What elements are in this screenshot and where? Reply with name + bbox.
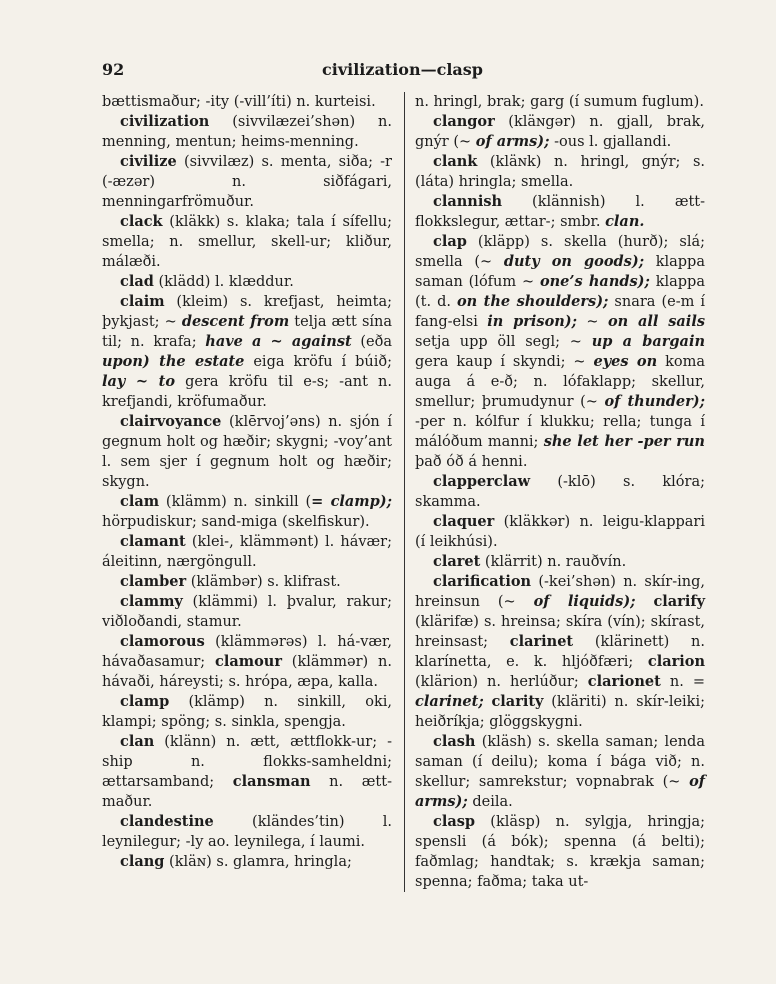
headword: civilization bbox=[120, 113, 210, 130]
definition-text: (kläɴk) n. hringl, gnýr; s. (láta) hringla; smella. bbox=[415, 154, 705, 190]
dictionary-entry bbox=[415, 152, 705, 192]
italic-phrase: up a bargain bbox=[591, 333, 705, 350]
definition-text: (klämmərəs) l. há-vær, hávaðasamur; bbox=[102, 634, 392, 670]
headword: clapperclaw bbox=[433, 473, 531, 490]
definition-text: (klärrit) n. rauðvín. bbox=[480, 554, 627, 570]
dictionary-entry bbox=[102, 212, 392, 272]
right-column bbox=[415, 92, 705, 892]
definition-text: koma auga á e-ð; n. lófaklapp; skellur, smellur; þrumudynur (~ bbox=[415, 354, 705, 410]
definition-text: (kläkk) s. klaka; tala í sífellu; smella; n. smellur, skell-ur; kliður, málæði. bbox=[102, 214, 392, 270]
definition-text: (klei-, klämmənt) l. hávær; áleitinn, nærgöngull. bbox=[102, 534, 392, 570]
definition-text: (klērvoj’əns) n. sjón í gegnum holt og hæðir; skygni; -voy’ant l. sem sjer í gegnum holt og hæðir; skygn. bbox=[102, 414, 392, 490]
headword: clarion bbox=[647, 653, 705, 670]
headword: clammy bbox=[120, 593, 183, 610]
definition-text: deila. bbox=[467, 794, 513, 810]
italic-phrase: have a ~ against bbox=[205, 333, 352, 350]
headword: clamber bbox=[120, 573, 187, 590]
headword: clansman bbox=[232, 773, 311, 790]
dictionary-entry bbox=[102, 412, 392, 492]
definition-text: (klämmər) n. hávaði, háreysti; s. hrópa, æpa, kalla. bbox=[102, 654, 392, 690]
dictionary-entry bbox=[102, 592, 392, 632]
dictionary-entry bbox=[415, 192, 705, 232]
dictionary-entry bbox=[102, 112, 392, 152]
headword: clad bbox=[120, 273, 154, 290]
definition-text: (-klō) s. klóra; skamma. bbox=[415, 474, 705, 510]
headword: civilize bbox=[120, 153, 177, 170]
headword: clap bbox=[433, 233, 467, 250]
italic-phrase: on the shoulders); bbox=[457, 293, 609, 310]
page-number: 92 bbox=[102, 60, 125, 79]
definition-text: (sivvilæz) s. menta, siða; -r (-æzər) n. siðfágari, menningarfrömuður. bbox=[102, 154, 392, 210]
italic-phrase: lay ~ to bbox=[102, 373, 175, 390]
dictionary-entry bbox=[415, 112, 705, 152]
dictionary-entry bbox=[102, 632, 392, 692]
headword: claim bbox=[120, 293, 165, 310]
dictionary-entry bbox=[415, 572, 705, 732]
dictionary-entry bbox=[415, 732, 705, 812]
dictionary-entry bbox=[102, 532, 392, 572]
definition-text: (kläkkər) n. leigu-klappari (í leikhúsi). bbox=[415, 514, 705, 550]
definition-text: (kleim) s. krefjast, heimta; þykjast; ~ bbox=[102, 294, 392, 330]
definition-text: gera kröfu til e-s; -ant n. krefjandi, kröfumaður. bbox=[102, 374, 392, 410]
headword: clack bbox=[120, 213, 163, 230]
definition-text: (klädd) l. klæddur. bbox=[153, 274, 294, 290]
definition-text: (kläɴgər) n. gjall, brak, gnýr (~ bbox=[415, 114, 705, 150]
left-column bbox=[102, 92, 392, 872]
dictionary-entry bbox=[102, 692, 392, 732]
headword: clam bbox=[120, 493, 160, 510]
definition-text: (klämbər) s. klifrast. bbox=[186, 574, 341, 590]
dictionary-entry bbox=[102, 92, 392, 112]
dictionary-entry bbox=[415, 92, 705, 112]
definition-text: (klämm) n. sinkill ( bbox=[159, 494, 312, 510]
definition-text: hörpudiskur; sand-miga (skelfiskur). bbox=[102, 514, 370, 530]
definition-text: -per n. kólfur í klukku; rella; tunga í málóðum manni; bbox=[415, 414, 705, 450]
italic-phrase: eyes on bbox=[593, 353, 658, 370]
italic-phrase: duty on goods); bbox=[503, 253, 645, 270]
headword: clan bbox=[120, 733, 155, 750]
definition-text: n. = bbox=[660, 674, 705, 690]
headword: clarinet bbox=[509, 633, 574, 650]
definition-text: (kläpp) s. skella (hurð); slá; smella (~ bbox=[415, 234, 705, 270]
italic-phrase: descent from bbox=[181, 313, 290, 330]
definition-text: (klämmi) l. þvalur, rakur; viðloðandi, stamur. bbox=[102, 594, 392, 630]
headword: claret bbox=[433, 553, 481, 570]
headword: clarify bbox=[653, 593, 705, 610]
italic-phrase: = clamp); bbox=[311, 493, 392, 510]
definition-text: (klämp) n. sinkill, oki, klampi; spöng; s. sinkla, spengja. bbox=[102, 694, 392, 730]
definition-text: (eða bbox=[351, 334, 392, 350]
definition-text: ~ bbox=[577, 314, 608, 330]
definition-text: setja upp öll segl; ~ bbox=[415, 334, 592, 350]
italic-phrase: in prison); bbox=[487, 313, 577, 330]
definition-text: (kländes’tin) l. leynilegur; -ly ao. leynilega, í laumi. bbox=[102, 814, 392, 850]
dictionary-entry bbox=[415, 552, 705, 572]
definition-text: n. hringl, brak; garg (í sumum fuglum). bbox=[415, 94, 704, 110]
headword: clannish bbox=[433, 193, 503, 210]
running-head: civilization—clasp bbox=[322, 60, 483, 79]
italic-phrase: clan. bbox=[605, 213, 645, 230]
definition-text: (kläsp) n. sylgja, hringja; spensli (á bók); spenna (á belti); faðmlag; handtak; s. krækja saman; spenna; faðma; taka ut- bbox=[415, 814, 705, 890]
italic-phrase: of arms); bbox=[415, 773, 705, 810]
definition-text: telja ætt sína til; n. krafa; bbox=[102, 314, 393, 350]
definition-text: (-kei’shən) n. skír-ing, hreinsun (~ bbox=[415, 574, 705, 610]
headword: clandestine bbox=[120, 813, 214, 830]
definition-text: (klänn) n. ætt, ættflokk-ur; -ship n. flokks-samheldni; ættarsamband; bbox=[102, 734, 392, 790]
dictionary-entry bbox=[102, 812, 392, 852]
definition-text: (klärifæ) s. hreinsa; skíra (vín); skírast, hreinsast; bbox=[415, 614, 705, 650]
headword: clamp bbox=[120, 693, 170, 710]
headword: claquer bbox=[433, 513, 495, 530]
definition-text: bættismaður; -ity (-vill’íti) n. kurteisi. bbox=[102, 94, 376, 110]
dictionary-entry bbox=[102, 272, 392, 292]
dictionary-entry bbox=[415, 812, 705, 892]
definition-text: eiga kröfu í búið; bbox=[244, 354, 392, 370]
definition-text: (kläsh) s. skella saman; lenda saman (í deilu); koma í bága við; n. skellur; samrekstur; vopnabrak (~ bbox=[415, 734, 705, 790]
definition-text: (klärion) n. herlúður; bbox=[415, 674, 588, 690]
headword: clamorous bbox=[120, 633, 205, 650]
headword: clairvoyance bbox=[120, 413, 222, 430]
italic-phrase: she let her -per run bbox=[543, 433, 705, 450]
italic-phrase: upon) the estate bbox=[102, 353, 245, 370]
definition-text: (klärinett) n. klarínetta, e. k. hljóðfæri; bbox=[415, 634, 705, 670]
headword: clarification bbox=[433, 573, 532, 590]
dictionary-entry bbox=[102, 852, 392, 872]
italic-phrase: of arms); bbox=[475, 133, 550, 150]
definition-text: snara (e-m í fang-elsi bbox=[415, 294, 705, 330]
dictionary-entry bbox=[415, 232, 705, 472]
definition-text bbox=[636, 594, 654, 610]
definition-text: n. ætt-maður. bbox=[102, 774, 392, 810]
dictionary-entry bbox=[102, 152, 392, 212]
definition-text: (sivvilæzei’shən) n. menning, mentun; heims-menning. bbox=[102, 114, 392, 150]
headword: clarity bbox=[491, 693, 544, 710]
definition-text: klappa (t. d. bbox=[415, 274, 705, 310]
headword: clamant bbox=[120, 533, 186, 550]
italic-phrase: one’s hands); bbox=[539, 273, 650, 290]
definition-text: (klännish) l. ætt-flokkslegur, ættar-; smbr. bbox=[415, 194, 705, 230]
headword: clamour bbox=[215, 653, 282, 670]
headword: clarionet bbox=[587, 673, 661, 690]
definition-text: -ous l. gjallandi. bbox=[549, 134, 672, 150]
italic-phrase: clarinet; bbox=[415, 693, 484, 710]
headword: clank bbox=[433, 153, 478, 170]
definition-text: (kläriti) n. skír-leiki; heiðríkja; glöggskygni. bbox=[415, 694, 705, 730]
dictionary-entry bbox=[102, 492, 392, 532]
dictionary-entry bbox=[102, 732, 392, 812]
headword: clasp bbox=[433, 813, 476, 830]
column-divider bbox=[404, 92, 405, 892]
definition-text: klappa saman (lófum ~ bbox=[415, 254, 705, 290]
italic-phrase: on all sails bbox=[607, 313, 705, 330]
definition-text: gera kaup í skyndi; ~ bbox=[415, 354, 594, 370]
headword: clang bbox=[120, 853, 165, 870]
definition-text: (kläɴ) s. glamra, hringla; bbox=[164, 854, 352, 870]
italic-phrase: of thunder); bbox=[604, 393, 705, 410]
dictionary-entry bbox=[415, 472, 705, 512]
dictionary-entry bbox=[102, 292, 392, 412]
headword: clangor bbox=[433, 113, 495, 130]
headword: clash bbox=[433, 733, 476, 750]
dictionary-entry bbox=[102, 572, 392, 592]
dictionary-entry bbox=[415, 512, 705, 552]
definition-text: það óð á henni. bbox=[415, 454, 528, 470]
italic-phrase: of liquids); bbox=[533, 593, 636, 610]
